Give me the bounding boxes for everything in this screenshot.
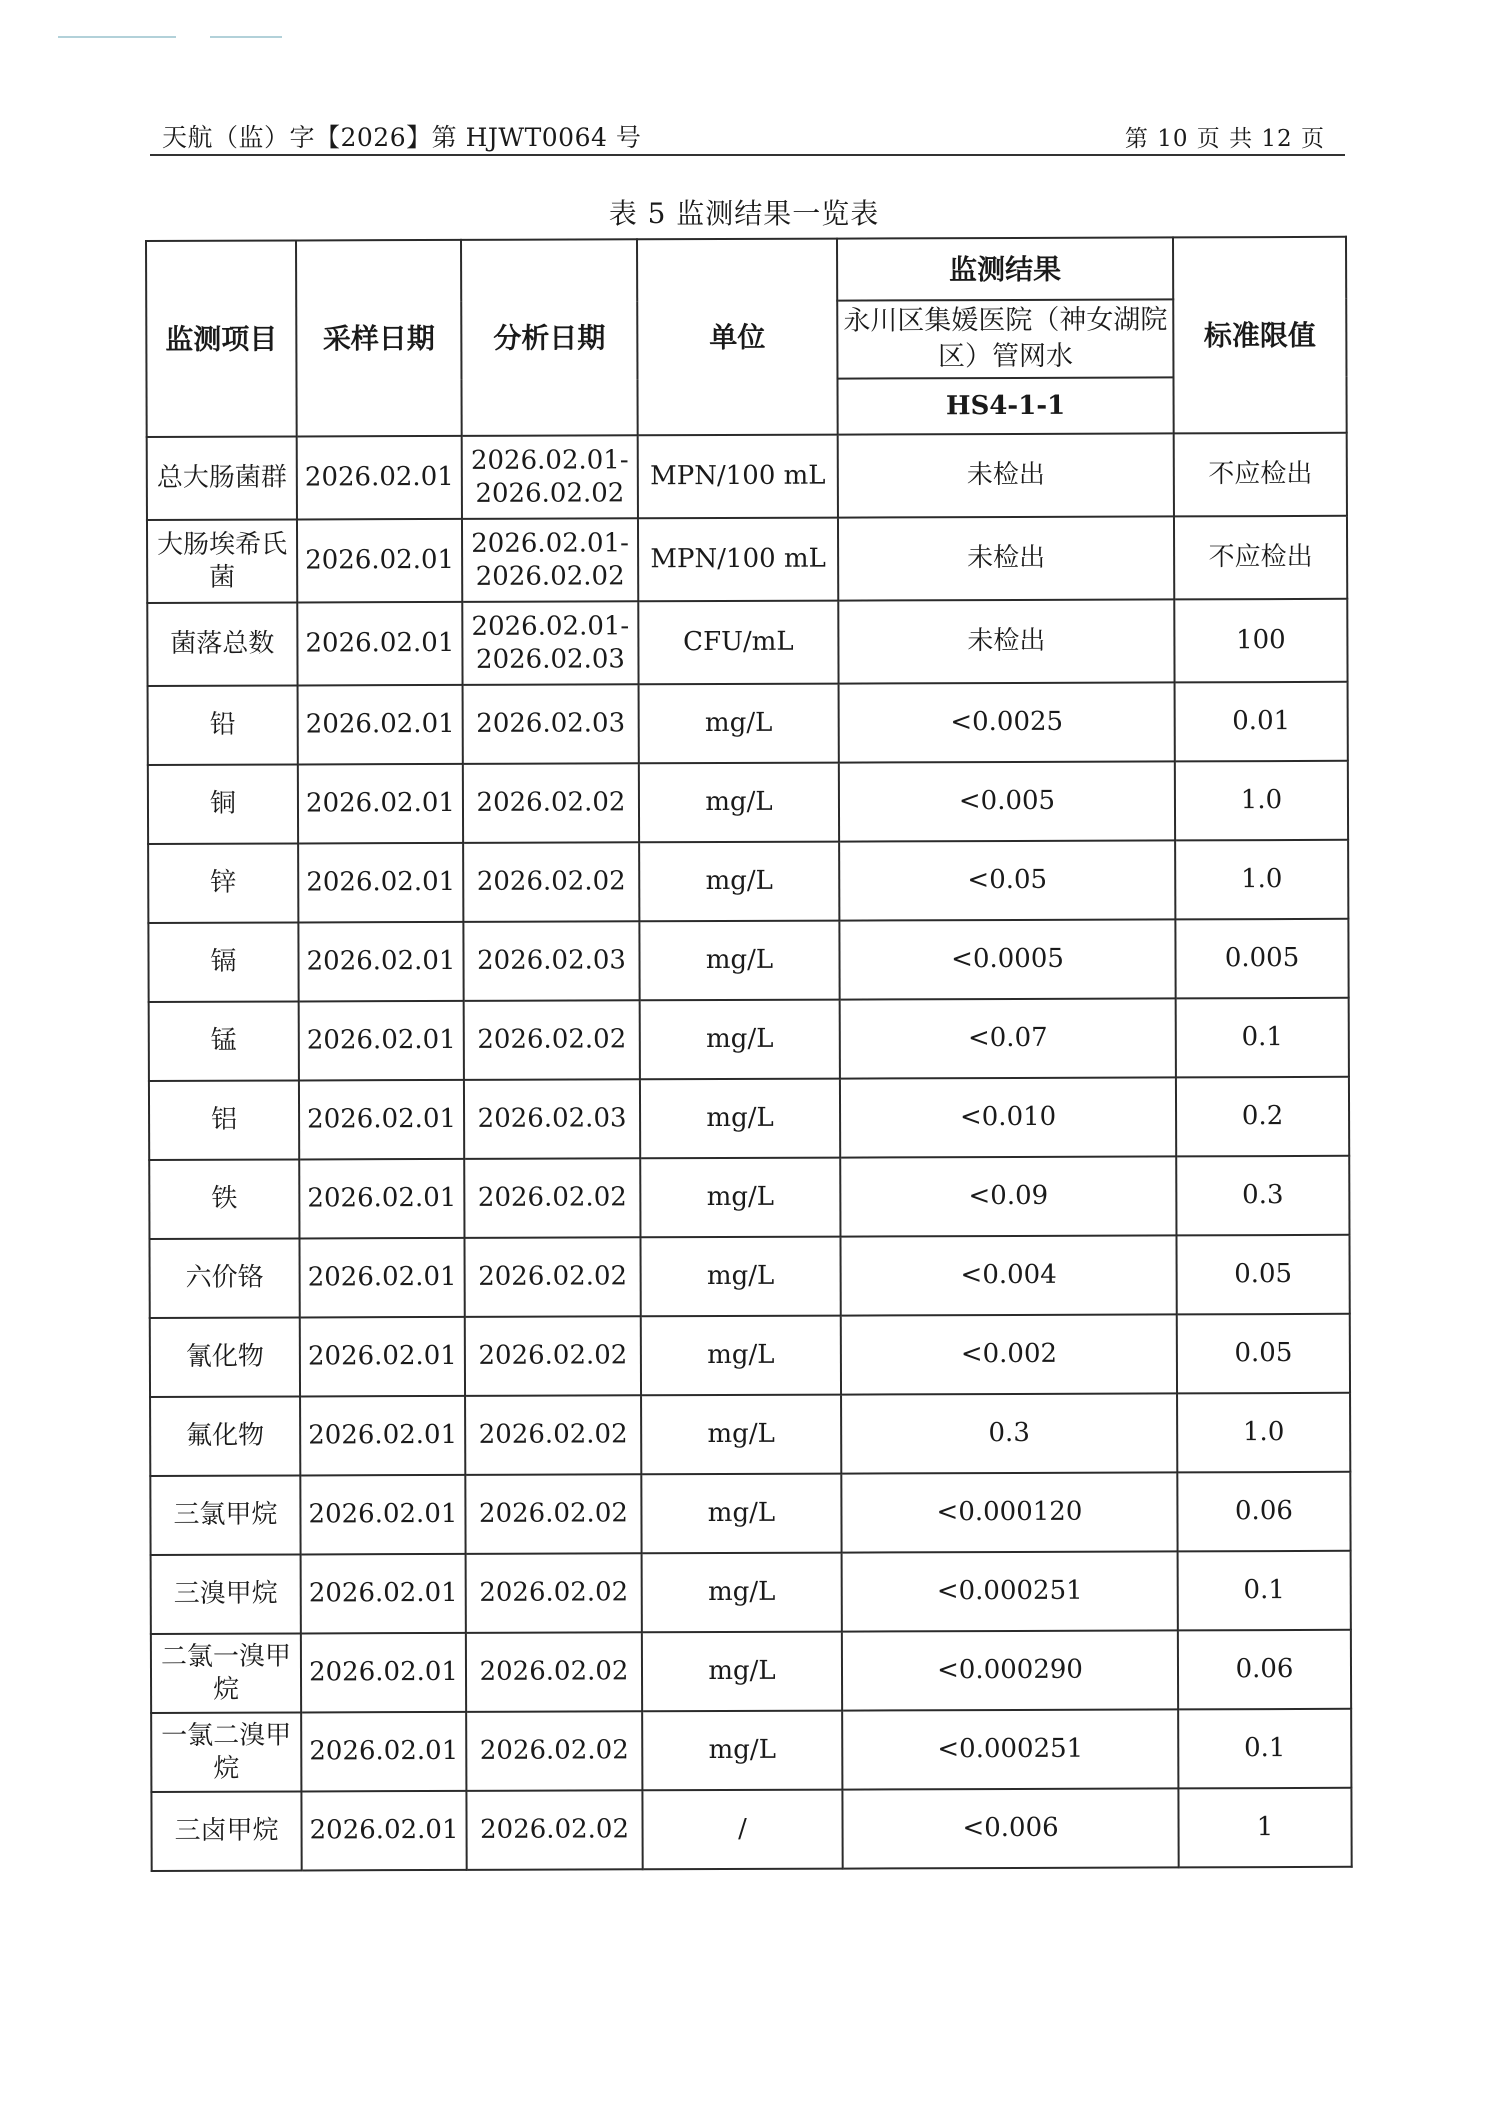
cell-unit: mg/L [640, 1079, 840, 1159]
table-row [151, 1630, 1351, 1713]
table-row [151, 1551, 1351, 1634]
table-row [149, 998, 1349, 1081]
cell-sampling-date: 2026.02.01 [298, 764, 463, 844]
cell-limit: 0.1 [1178, 1709, 1351, 1789]
cell-result: <0.09 [840, 1156, 1176, 1236]
cell-item: 六价铬 [149, 1238, 299, 1318]
col-header-unit: 单位 [637, 239, 838, 436]
cell-unit: mg/L [640, 1158, 840, 1238]
cell-item: 三氯甲烷 [150, 1475, 300, 1555]
cell-item: 铜 [148, 764, 298, 844]
cell-unit: mg/L [642, 1553, 842, 1633]
cell-unit: mg/L [640, 1237, 840, 1317]
cell-item: 锌 [148, 843, 298, 923]
cell-unit: mg/L [642, 1711, 842, 1791]
cell-unit: MPN/100 mL [638, 518, 838, 602]
cell-item: 镉 [148, 922, 298, 1002]
cell-analysis-date: 2026.02.02 [466, 1632, 642, 1712]
cell-analysis-date: 2026.02.02 [463, 842, 639, 922]
cell-sampling-date: 2026.02.01 [301, 1712, 466, 1792]
cell-result: <0.000251 [842, 1551, 1178, 1631]
cell-limit: 0.05 [1176, 1235, 1349, 1315]
cell-sampling-date: 2026.02.01 [298, 843, 463, 923]
scan-mark [210, 36, 282, 38]
cell-item: 氰化物 [150, 1317, 300, 1397]
cell-limit: 不应检出 [1174, 433, 1347, 517]
cell-analysis-date: 2026.02.01-2026.02.03 [462, 601, 638, 685]
results-body [147, 433, 1352, 1871]
cell-analysis-date: 2026.02.01-2026.02.02 [462, 518, 638, 602]
cell-limit: 0.005 [1175, 919, 1348, 999]
cell-item: 氟化物 [150, 1396, 300, 1476]
cell-sampling-date: 2026.02.01 [297, 602, 462, 686]
scan-mark [58, 36, 176, 38]
cell-item: 铁 [149, 1159, 299, 1239]
cell-analysis-date: 2026.02.02 [466, 1711, 642, 1791]
col-header-analysis-date: 分析日期 [461, 239, 638, 436]
cell-limit: 0.1 [1176, 998, 1349, 1078]
table-row [149, 1077, 1349, 1160]
cell-sampling-date: 2026.02.01 [298, 922, 463, 1002]
cell-limit: 0.06 [1177, 1472, 1350, 1552]
cell-unit: / [642, 1790, 842, 1870]
cell-result: <0.07 [840, 998, 1176, 1078]
cell-item: 铝 [149, 1080, 299, 1160]
cell-analysis-date: 2026.02.02 [465, 1395, 641, 1475]
cell-item: 一氯二溴甲烷 [151, 1712, 301, 1792]
cell-sampling-date: 2026.02.01 [299, 1159, 464, 1239]
cell-unit: mg/L [641, 1316, 841, 1396]
cell-sampling-date: 2026.02.01 [299, 1001, 464, 1081]
cell-sampling-date: 2026.02.01 [297, 436, 462, 520]
cell-analysis-date: 2026.02.01-2026.02.02 [462, 435, 638, 519]
cell-limit: 0.01 [1175, 682, 1348, 762]
cell-unit: MPN/100 mL [638, 435, 838, 519]
site-name: 永川区集媛医院（神女湖院区）管网水 [837, 299, 1173, 378]
cell-item: 三卤甲烷 [151, 1791, 301, 1871]
cell-limit: 1 [1178, 1788, 1351, 1868]
cell-result: <0.002 [841, 1314, 1177, 1394]
table-row [148, 761, 1348, 844]
cell-result: 未检出 [838, 433, 1174, 517]
cell-result: <0.000251 [842, 1709, 1178, 1789]
cell-analysis-date: 2026.02.02 [465, 1316, 641, 1396]
cell-sampling-date: 2026.02.01 [299, 1238, 464, 1318]
cell-result: <0.05 [839, 840, 1175, 920]
table-row [150, 1393, 1350, 1476]
cell-limit: 1.0 [1177, 1393, 1350, 1473]
cell-result: 0.3 [841, 1393, 1177, 1473]
table-row [147, 433, 1347, 520]
cell-limit: 不应检出 [1174, 516, 1347, 600]
cell-sampling-date: 2026.02.01 [301, 1791, 466, 1871]
cell-unit: CFU/mL [638, 601, 838, 685]
cell-analysis-date: 2026.02.02 [465, 1474, 641, 1554]
cell-limit: 0.06 [1178, 1630, 1351, 1710]
document-number: 天航（监）字【2026】第 HJWT0064 号 [162, 123, 642, 152]
cell-result: <0.000120 [841, 1472, 1177, 1552]
cell-result: <0.010 [840, 1077, 1176, 1157]
cell-result: <0.006 [842, 1788, 1178, 1868]
cell-sampling-date: 2026.02.01 [300, 1475, 465, 1555]
cell-result: <0.0025 [839, 682, 1175, 762]
cell-limit: 1.0 [1175, 840, 1348, 920]
table-row [151, 1709, 1351, 1792]
page-number: 第 10 页 共 12 页 [1124, 126, 1325, 152]
table-row [148, 682, 1348, 765]
cell-sampling-date: 2026.02.01 [299, 1080, 464, 1160]
cell-analysis-date: 2026.02.03 [463, 684, 639, 764]
cell-analysis-date: 2026.02.02 [466, 1790, 642, 1870]
cell-limit: 0.1 [1178, 1551, 1351, 1631]
table-row [148, 919, 1348, 1002]
cell-item: 总大肠菌群 [147, 436, 297, 520]
cell-analysis-date: 2026.02.02 [464, 1158, 640, 1238]
cell-analysis-date: 2026.02.02 [464, 1237, 640, 1317]
table-title: 表 5 监测结果一览表 [608, 197, 880, 230]
cell-item: 锰 [149, 1001, 299, 1081]
cell-unit: mg/L [639, 684, 839, 764]
cell-unit: mg/L [642, 1632, 842, 1712]
cell-sampling-date: 2026.02.01 [301, 1633, 466, 1713]
cell-result: <0.0005 [839, 919, 1175, 999]
cell-sampling-date: 2026.02.01 [301, 1554, 466, 1634]
cell-limit: 100 [1174, 599, 1347, 683]
cell-sampling-date: 2026.02.01 [298, 685, 463, 765]
cell-analysis-date: 2026.02.02 [466, 1553, 642, 1633]
cell-unit: mg/L [639, 921, 839, 1001]
cell-limit: 0.3 [1176, 1156, 1349, 1236]
table-row [149, 1235, 1349, 1318]
table-row [151, 1788, 1351, 1871]
cell-item: 大肠埃希氏菌 [147, 519, 297, 603]
table-row [150, 1472, 1350, 1555]
page-header [150, 112, 1345, 156]
cell-result: 未检出 [838, 599, 1174, 683]
table-row [148, 840, 1348, 923]
table-row [147, 599, 1347, 686]
col-header-results: 监测结果 [837, 237, 1173, 300]
cell-unit: mg/L [641, 1474, 841, 1554]
cell-item: 菌落总数 [147, 602, 297, 686]
cell-unit: mg/L [639, 842, 839, 922]
cell-analysis-date: 2026.02.03 [464, 1079, 640, 1159]
cell-item: 铅 [148, 685, 298, 765]
cell-result: <0.004 [840, 1235, 1176, 1315]
cell-analysis-date: 2026.02.02 [464, 1000, 640, 1080]
cell-result: 未检出 [838, 516, 1174, 600]
cell-item: 三溴甲烷 [151, 1554, 301, 1634]
table-row [150, 1314, 1350, 1397]
sample-id: HS4-1-1 [837, 377, 1173, 434]
cell-limit: 1.0 [1175, 761, 1348, 841]
header-divider [150, 154, 1345, 156]
col-header-item: 监测项目 [146, 240, 297, 437]
cell-sampling-date: 2026.02.01 [297, 519, 462, 603]
cell-analysis-date: 2026.02.02 [463, 763, 639, 843]
cell-analysis-date: 2026.02.03 [463, 921, 639, 1001]
cell-unit: mg/L [641, 1395, 841, 1475]
cell-limit: 0.05 [1177, 1314, 1350, 1394]
col-header-sampling-date: 采样日期 [296, 240, 462, 437]
cell-item: 二氯一溴甲烷 [151, 1633, 301, 1713]
cell-result: <0.005 [839, 761, 1175, 841]
cell-unit: mg/L [640, 1000, 840, 1080]
table-row [149, 1156, 1349, 1239]
col-header-limit: 标准限值 [1173, 237, 1347, 434]
cell-result: <0.000290 [842, 1630, 1178, 1710]
cell-unit: mg/L [639, 763, 839, 843]
cell-sampling-date: 2026.02.01 [300, 1317, 465, 1397]
cell-sampling-date: 2026.02.01 [300, 1396, 465, 1476]
cell-limit: 0.2 [1176, 1077, 1349, 1157]
table-row [147, 516, 1347, 603]
monitoring-results-table [145, 236, 1353, 1872]
